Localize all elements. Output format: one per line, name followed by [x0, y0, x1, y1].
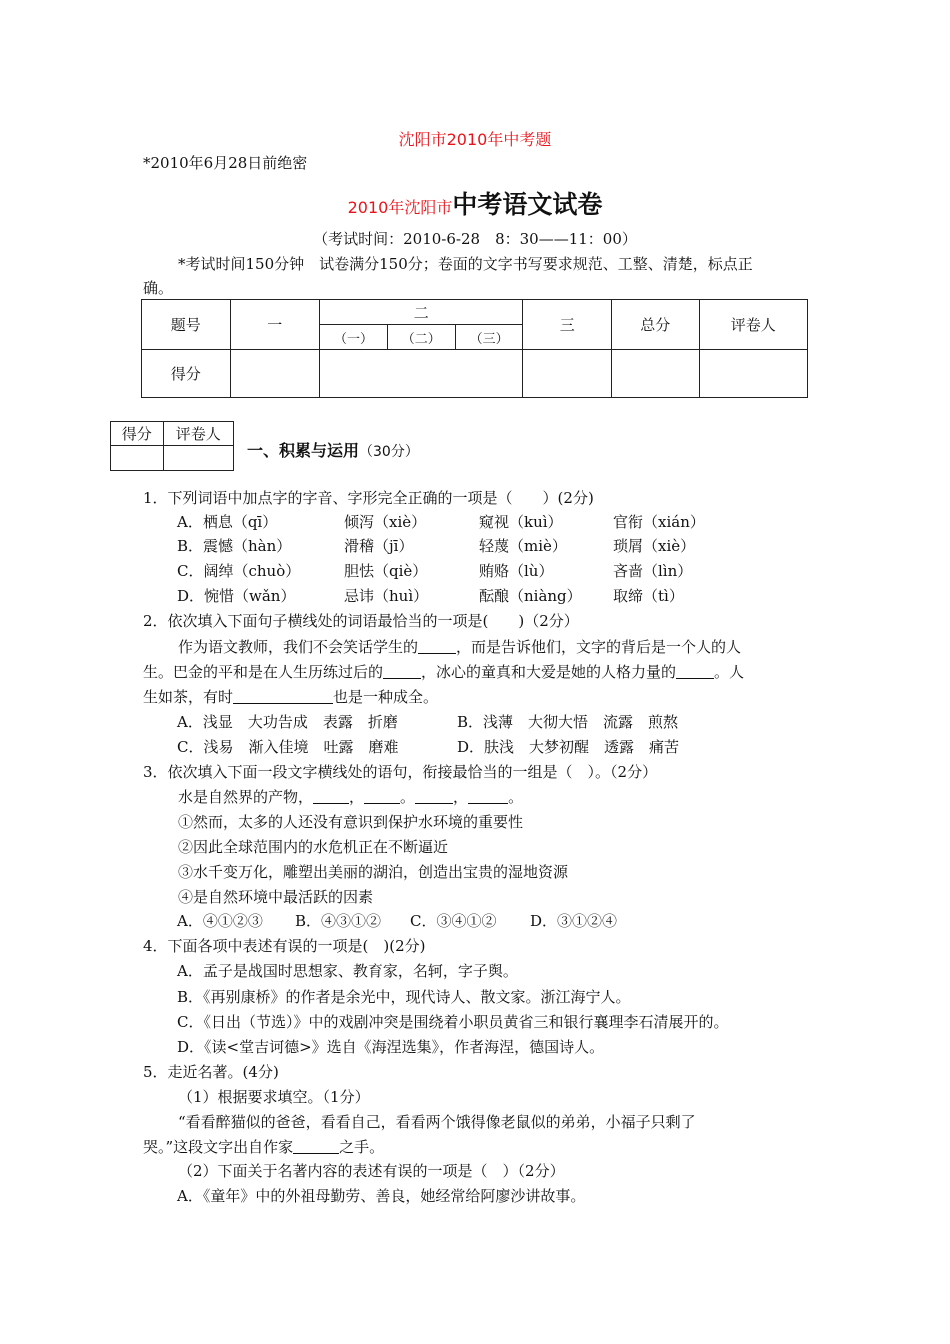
mini-grader-cell [163, 446, 233, 471]
q2-blank-4 [233, 689, 333, 704]
q5-sub-1: （1）根据要求填空。（1分） [178, 1088, 370, 1106]
q1-a-4: 官衔（xián） [613, 513, 705, 531]
q3-item-2: ②因此全球范围内的水危机正在不断逼近 [178, 838, 449, 856]
q5-blank [293, 1139, 339, 1154]
section-1-title: 一、积累与运用 [247, 441, 360, 460]
col-two-sub-2: （二） [387, 325, 455, 350]
score-cell-three [523, 350, 612, 398]
q5-text: 之手。 [339, 1138, 385, 1156]
q3-item-1: ①然而，太多的人还没有意识到保护水环境的重要性 [178, 813, 524, 831]
q4-option-c: C．《日出（节选）》中的戏剧冲突是围绕着小职员黄省三和银行襄理李石清展开的。 [177, 1013, 729, 1031]
q5-option-a: A．《童年》中的外祖母勤劳、善良，她经常给阿廖沙讲故事。 [177, 1187, 586, 1205]
q3-blank-2 [364, 789, 400, 804]
q2-text: 作为语文教师，我们不会笑话学生的 [178, 638, 419, 656]
q2-text: 生。巴金的平和是在人生历练过后的 [143, 663, 384, 681]
q3-blank-4 [468, 789, 508, 804]
col-tihao: 题号 [142, 300, 231, 350]
col-total: 总分 [612, 300, 700, 350]
q3-item-3: ③水千变万化，雕塑出美丽的湖泊，创造出宝贵的湿地资源 [178, 863, 569, 881]
q2-blank-3 [676, 664, 714, 679]
q2-para-line-1 [178, 636, 741, 657]
q1-stem: 1．下列词语中加点字的字音、字形完全正确的一项是（ ）(2分) [143, 489, 594, 507]
q3-option-b: B．④③①② [295, 912, 382, 930]
q4-option-b: B．《再别康桥》的作者是余光中，现代诗人、散文家。浙江海宁人。 [177, 988, 631, 1006]
col-three: 三 [523, 300, 612, 350]
col-one: 一 [230, 300, 320, 350]
q3-blank-1 [313, 789, 349, 804]
q1-c-2: 胆怯（qiè） [344, 562, 428, 580]
q2-text: ，冰心的童真和大爱是她的人格力量的 [421, 663, 677, 681]
q2-para-line-2 [143, 661, 744, 682]
mini-defen-cell [111, 446, 164, 471]
q3-text: 水是自然界的产物， [178, 788, 314, 806]
mini-defen: 得分 [111, 422, 164, 446]
col-grader: 评卷人 [699, 300, 807, 350]
q1-b-4: 琐屑（xiè） [613, 537, 696, 555]
q3-passage: 水是自然界的产物， ， 。 ， 。 [178, 788, 524, 806]
q5-text: 哭。”这段文字出自作家 [143, 1138, 294, 1156]
q1-d-2: 忌讳（huì） [344, 587, 429, 605]
score-cell-one [230, 350, 320, 398]
col-two-sub-1: （一） [320, 325, 388, 350]
q1-b-2: 滑稽（jī） [344, 537, 414, 555]
q1-d-4: 取缔（tì） [613, 587, 684, 605]
q3-blank-3 [415, 789, 453, 804]
section-score-box [110, 421, 234, 471]
section-1-points: （30分） [359, 444, 419, 460]
q2-text: 。人 [714, 663, 745, 681]
score-cell-two [320, 350, 523, 398]
q1-d-3: 酝酿（niàng） [479, 587, 582, 605]
col-two-sub-3: （三） [455, 325, 523, 350]
exam-time: （考试时间：2010-6-28 8：30——11：00） [313, 230, 637, 248]
q2-text: ，而是告诉他们，文字的背后是一个人的人 [456, 638, 742, 656]
top-title: 沈阳市2010年中考题 [398, 130, 552, 149]
q4-option-a: A．孟子是战国时思想家、教育家，名轲，字子舆。 [177, 962, 518, 980]
q2-option-b: B．浅薄 大彻大悟 流露 煎熬 [457, 713, 679, 731]
score-table [141, 299, 808, 398]
q1-a-2: 倾泻（xiè） [344, 513, 427, 531]
q3-option-c: C．③④①② [410, 912, 497, 930]
notice-line-2: 确。 [143, 279, 174, 297]
q2-blank-1 [418, 639, 456, 654]
main-title-prefix: 2010年沈阳市 [347, 198, 453, 217]
row-defen: 得分 [142, 350, 231, 398]
q5-quote-line-2 [143, 1136, 384, 1157]
q2-blank-2 [383, 664, 421, 679]
main-title-main: 中考语文试卷 [452, 190, 603, 219]
secret-note: *2010年6月28日前绝密 [143, 154, 308, 172]
main-title [0, 185, 950, 221]
q3-option-d: D．③①②④ [530, 912, 618, 930]
col-two: 二 [320, 300, 523, 325]
q1-c-4: 吝啬（lìn） [613, 562, 693, 580]
q4-stem: 4．下面各项中表述有误的一项是( )(2分) [143, 937, 426, 955]
q5-stem: 5．走近名著。(4分) [143, 1063, 279, 1081]
notice-line-1: *考试时间150分钟 试卷满分150分；卷面的文字书写要求规范、工整、清楚，标点正 [178, 255, 753, 273]
q2-option-d: D．肤浅 大梦初醒 透露 痛苦 [457, 738, 680, 756]
q3-option-a: A．④①②③ [177, 912, 263, 930]
q4-option-d: D．《读<堂吉诃德>》选自《海涅选集》，作者海涅，德国诗人。 [177, 1038, 605, 1056]
q1-c-3: 贿赂（lù） [479, 562, 554, 580]
q2-para-line-3 [143, 686, 438, 707]
q2-option-a: A．浅显 大功告成 表露 折磨 [177, 713, 398, 731]
score-cell-total [612, 350, 700, 398]
q2-text: 也是一种成全。 [333, 688, 439, 706]
q1-c-1: C．阔绰（chuò） [177, 562, 301, 580]
q1-b-3: 轻蔑（miè） [479, 537, 567, 555]
q2-option-c: C．浅易 渐入佳境 吐露 磨难 [177, 738, 399, 756]
q3-item-4: ④是自然环境中最活跃的因素 [178, 888, 374, 906]
q5-sub-2: （2）下面关于名著内容的表述有误的一项是（ ）（2分） [178, 1162, 565, 1180]
q1-a-3: 窥视（kuì） [479, 513, 563, 531]
q3-stem: 3．依次填入下面一段文字横线处的语句，衔接最恰当的一组是（ ）。（2分） [143, 763, 658, 781]
section-1-heading [247, 438, 419, 461]
q2-text: 生如茶，有时 [143, 688, 234, 706]
q1-a-1: A．栖息（qī） [177, 513, 278, 531]
q5-quote-line-1: “看看醉猫似的爸爸，看看自己，看看两个饿得像老鼠似的弟弟，小福子只剩了 [178, 1113, 696, 1131]
q1-d-1: D．惋惜（wǎn） [177, 587, 296, 605]
mini-pingjuanren: 评卷人 [163, 422, 233, 446]
q2-stem: 2．依次填入下面句子横线处的词语最恰当的一项是( )（2分） [143, 612, 579, 630]
q1-b-1: B．震憾（hàn） [177, 537, 292, 555]
score-cell-grader [699, 350, 807, 398]
